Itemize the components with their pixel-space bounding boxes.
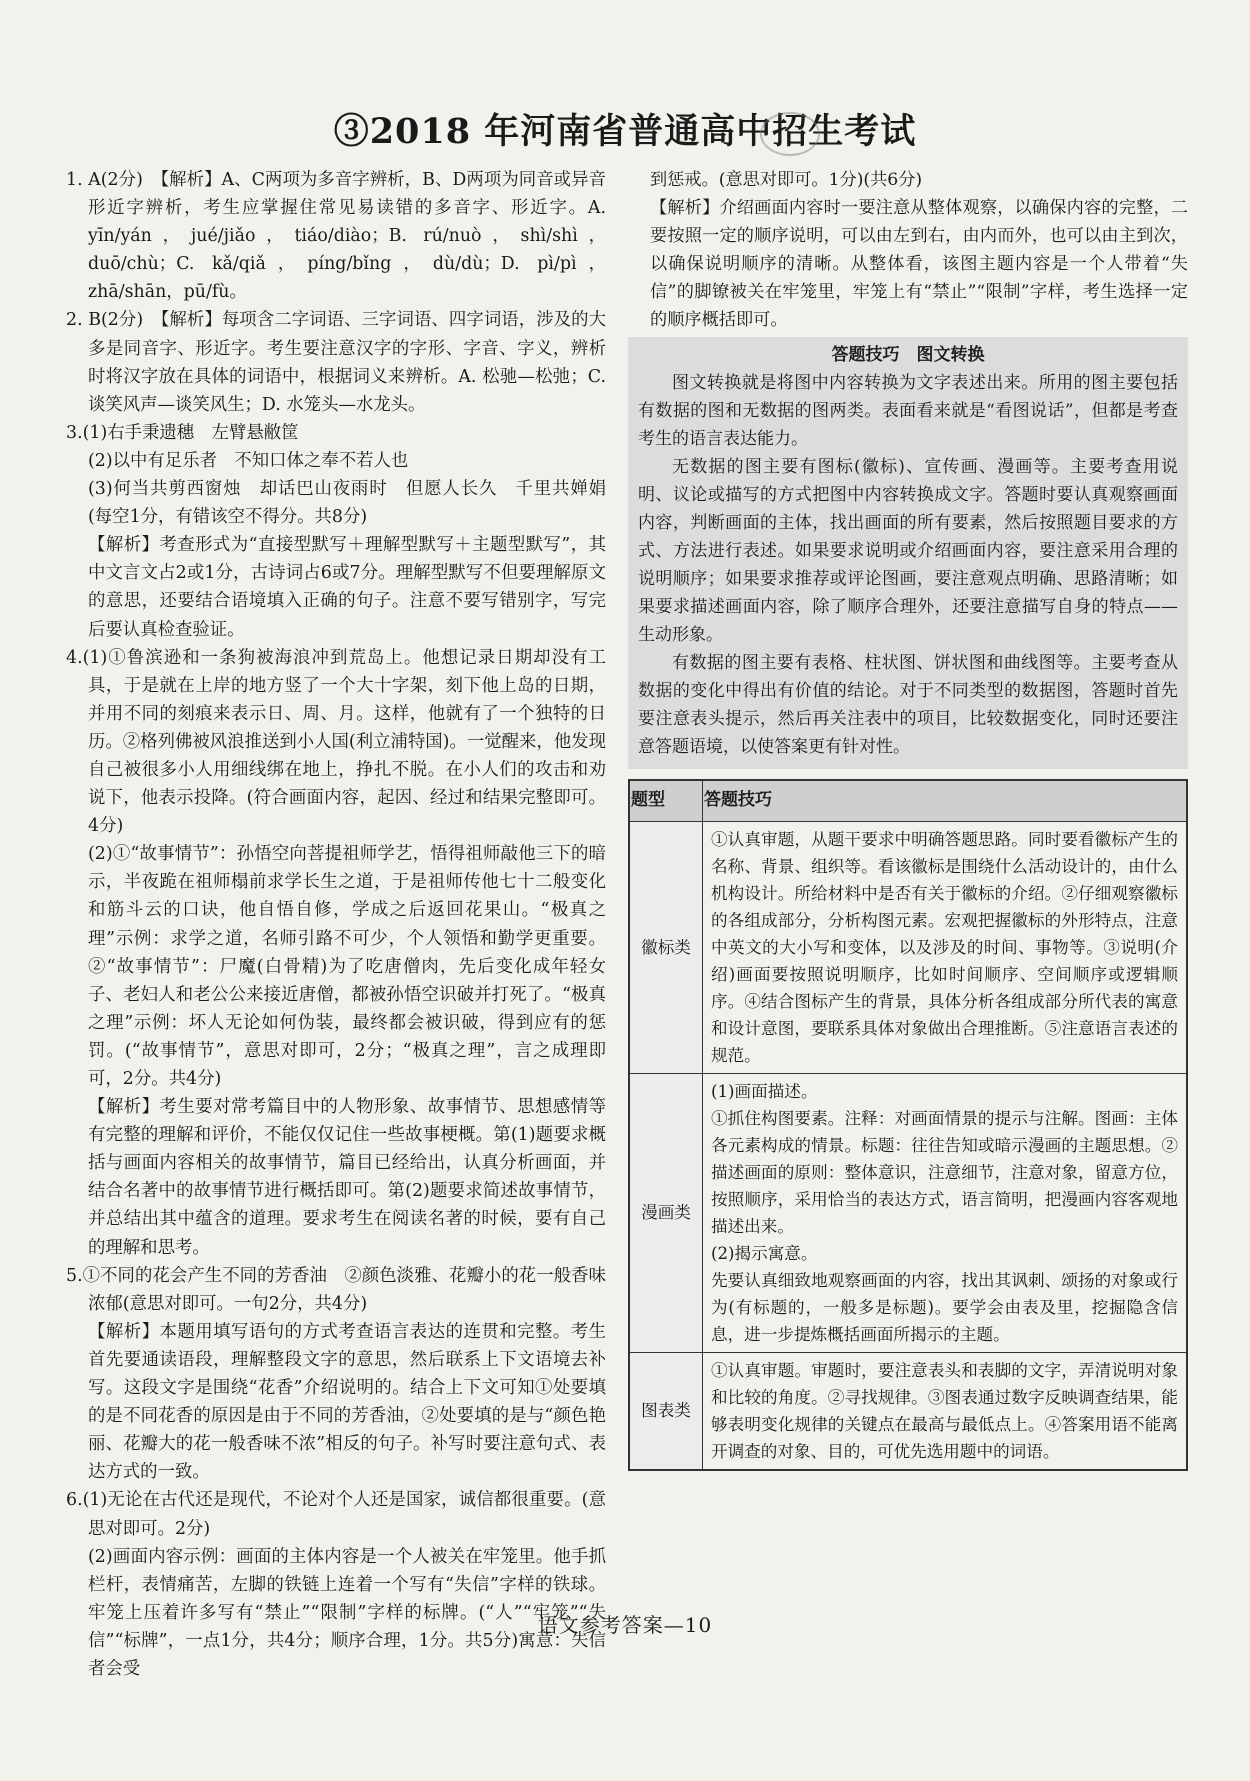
tips-paragraph: 图文转换就是将图中内容转换为文字表述出来。所用的图主要包括有数据的图和无数据的图两类。表面看来就是“看图说话”，但都是考查考生的语言表达能力。 bbox=[638, 372, 1178, 449]
answer-2 bbox=[66, 306, 606, 418]
tips-heading: 答题技巧 图文转换 bbox=[831, 344, 985, 365]
answer-6 bbox=[66, 1486, 606, 1683]
answer-6-continuation: 到惩戒。(意思对即可。1分)(共6分) bbox=[650, 170, 923, 190]
page-title: ③2018 年河南省普通高中招生考试 bbox=[333, 111, 917, 152]
answer-line: 5.①不同的花会产生不同的芳香油 ②颜色淡雅、花瓣小的花一般香味浓郁(意思对即可。一句2分，共4分) bbox=[66, 1265, 606, 1314]
table-header-row bbox=[629, 780, 1187, 822]
answer-line: (3)何当共剪西窗烛 却话巴山夜雨时 但愿人长久 千里共婵娟(每空1分，有错该空不得分。共8分) bbox=[88, 479, 606, 528]
answer-4 bbox=[66, 644, 606, 1262]
answer-line: 3.(1)右手秉遗穗 左臂悬敝筐 bbox=[66, 422, 299, 443]
row-type: 徽标类 bbox=[629, 821, 703, 1073]
answer-6-analysis: 【解析】介绍画面内容时一要注意从整体观察，以确保内容的完整，二要按照一定的顺序说明，可以由左到右，由内而外，也可以由主到次，以确保说明顺序的清晰。从整体看，该图主题内容是一个人带着“失信”的脚镣被关在牢笼里，牢笼上有“禁止”“限制”字样，考生选择一定的顺序概括即可。 bbox=[650, 198, 1188, 331]
homework-stamp bbox=[760, 112, 820, 156]
tips-paragraph: 有数据的图主要有表格、柱状图、饼状图和曲线图等。主要考查从数据的变化中得出有价值的结论。对于不同类型的数据图，答题时首先要注意表头提示，然后再关注表中的项目，比较数据变化，同时还要注意答题语境，以使答案更有针对性。 bbox=[638, 652, 1178, 757]
answer-1 bbox=[66, 166, 606, 306]
answer-3 bbox=[66, 419, 606, 644]
answer-line: (2)①“故事情节”：孙悟空向菩提祖师学艺，悟得祖师敲他三下的暗示，半夜跪在祖师榻前求学长生之道，于是祖师传他七十二般变化和筋斗云的口诀，他自悟自修，学成之后返回花果山。“极真之理”示例：求学之道，名师引路不可少，个人领悟和勤学更重要。②“故事情节”：尸魔(白骨精)为了吃唐僧肉，先后变化成年轻女子、老妇人和老公公来接近唐僧，都被孙悟空识破并打死了。“极真之理”示例：坏人无论如何伪装，最终都会被识破，得到应有的惩罚。(“故事情节”，意思对即可，2分；“极真之理”，言之成理即可，2分。共4分) bbox=[88, 844, 606, 1089]
row-type: 图表类 bbox=[629, 1352, 703, 1470]
answer-5 bbox=[66, 1262, 606, 1487]
answer-line: 2. B(2分) 【解析】每项含二字词语、三字词语、四字词语，涉及的大多是同音字、形近字。考生要注意汉字的字形、字音、字义，辨析时将汉字放在具体的词语中，根据词义来辨析。A. 松驰—松弛；C. 谈笑风声—谈笑风生；D. 水笼头—水龙头。 bbox=[66, 310, 606, 415]
row-tip: ①认真审题。审题时，要注意表头和表脚的文字，弄清说明对象和比较的角度。②寻找规律。③图表通过数字反映调查结果，能够表明变化规律的关键点在最高与最低点上。④答案用语不能离开调查的对象、目的，可优先选用题中的词语。 bbox=[703, 1352, 1188, 1470]
row-type: 漫画类 bbox=[629, 1073, 703, 1352]
answer-line: (2)画面内容示例：画面的主体内容是一个人被关在牢笼里。他手抓栏杆，表情痛苦，左脚的铁链上连着一个写有“失信”字样的铁球。牢笼上压着许多写有“禁止”“限制”字样的标牌。(“人”“牢笼”“失信”“标牌”，一点1分，共4分；顺序合理，1分。共5分)寓意：失信者会受 bbox=[88, 1546, 606, 1679]
table-row bbox=[629, 1073, 1187, 1352]
header-tips: 答题技巧 bbox=[703, 780, 1188, 822]
answer-analysis: 【解析】考生要对常考篇目中的人物形象、故事情节、思想感情等有完整的理解和评价，不能仅仅记住一些故事梗概。第(1)题要求概括与画面内容相关的故事情节，篇目已经给出，认真分析画面，并结合名著中的故事情节进行概括即可。第(2)题要求简述故事情节，并总结出其中蕴含的道理。要求考生在阅读名著的时候，要有自己的理解和思考。 bbox=[88, 1097, 606, 1258]
answer-line: 6.(1)无论在古代还是现代，不论对个人还是国家，诚信都很重要。(意思对即可。2分) bbox=[66, 1490, 606, 1539]
answer-line: (2)以中有足乐者 不知口体之奉不若人也 bbox=[88, 450, 409, 471]
answer-line: 1. A(2分) 【解析】A、C两项为多音字辨析，B、D两项为同音或异音形近字辨析，考生应掌握住常见易读错的多音字、形近字。A. yīn/yán，jué/jiǎo，tiáo/diào；B. rú/nuò，shì/shì，duō/chù；C. kǎ/qiǎ，píng/bǐng，dù/dù；D. pì/pì，zhā/shān，pū/fù。 bbox=[66, 170, 606, 303]
table-row bbox=[629, 1352, 1187, 1470]
tips-box bbox=[628, 337, 1188, 769]
answer-line: 4.(1)①鲁滨逊和一条狗被海浪冲到荒岛上。他想记录日期却没有工具，于是就在上岸的地方竖了一个大十字架，刻下他上岛的日期，并用不同的刻痕来表示日、周、月。这样，他就有了一个独特的日历。②格列佛被风浪推送到小人国(利立浦特国)。一觉醒来，他发现自己被很多小人用细线绑在地上，挣扎不脱。在小人们的攻击和劝说下，他表示投降。(符合画面内容，起因、经过和结果完整即可。4分) bbox=[66, 647, 606, 837]
answer-analysis: 【解析】本题用填写语句的方式考查语言表达的连贯和完整。考生首先要通读语段，理解整段文字的意思，然后联系上下文语境去补写。这段文字是围绕“花香”介绍说明的。结合上下文可知①处要填的是不同花香的原因是由于不同的芳香油，②处要填的是与“颜色艳丽、花瓣大的花一般香味不浓”相反的句子。补写时要注意句式、表达方式的一致。 bbox=[88, 1321, 606, 1483]
page-footer: 语文参考答案—10 bbox=[537, 1613, 713, 1637]
right-column bbox=[628, 166, 1188, 1471]
row-tip: ①认真审题，从题干要求中明确答题思路。同时要看徽标产生的名称、背景、组织等。看该徽标是围绕什么活动设计的，由什么机构设计。所给材料中是否有关于徽标的介绍。②仔细观察徽标的各组成部分，分析构图元素。宏观把握徽标的外形特点，注意中英文的大小写和变体，以及涉及的时间、事物等。③说明(介绍)画面要按照说明顺序，比如时间顺序、空间顺序或逻辑顺序。④结合图标产生的背景，具体分析各组成部分所代表的寓意和设计意图，要联系具体对象做出合理推断。⑤注意语言表述的规范。 bbox=[703, 821, 1188, 1073]
header-type: 题型 bbox=[629, 780, 703, 822]
answer-analysis: 【解析】考查形式为“直接型默写＋理解型默写＋主题型默写”，其中文言文占2或1分，古诗词占6或7分。理解型默写不但要理解原文的意思，还要结合语境填入正确的句子。注意不要写错别字，写完后要认真检查验证。 bbox=[88, 535, 606, 640]
row-tip: (1)画面描述。 ①抓住构图要素。注释：对画面情景的提示与注解。图画：主体各元素构成的情景。标题：往往告知或暗示漫画的主题思想。②描述画面的原则：整体意识，注意细节，注意对象，留意方位，按照顺序，采用恰当的表达方式，语言简明，把漫画内容客观地描述出来。 (2)揭示寓意。 先要认真细致地观察画面的内容，找出其讽刺、颂扬的对象或行为(有标题的，一般多是标题)。要学会由表及里，挖掘隐含信息，进一步提炼概括画面所揭示的主题。 bbox=[703, 1073, 1188, 1352]
left-column bbox=[66, 166, 606, 1683]
table-row bbox=[629, 821, 1187, 1073]
tips-table bbox=[628, 779, 1188, 1471]
tips-paragraph: 无数据的图主要有图标(徽标)、宣传画、漫画等。主要考查用说明、议论或描写的方式把图中内容转换成文字。答题时要认真观察画面内容，判断画面的主体，找出画面的所有要素，然后按照题目要求的方式、方法进行表述。如果要求说明或介绍画面内容，要注意采用合理的说明顺序；如果要求推荐或评论图画，要注意观点明确、思路清晰；如果要求描述画面内容，除了顺序合理外，还要注意描写自身的特点——生动形象。 bbox=[638, 456, 1178, 645]
